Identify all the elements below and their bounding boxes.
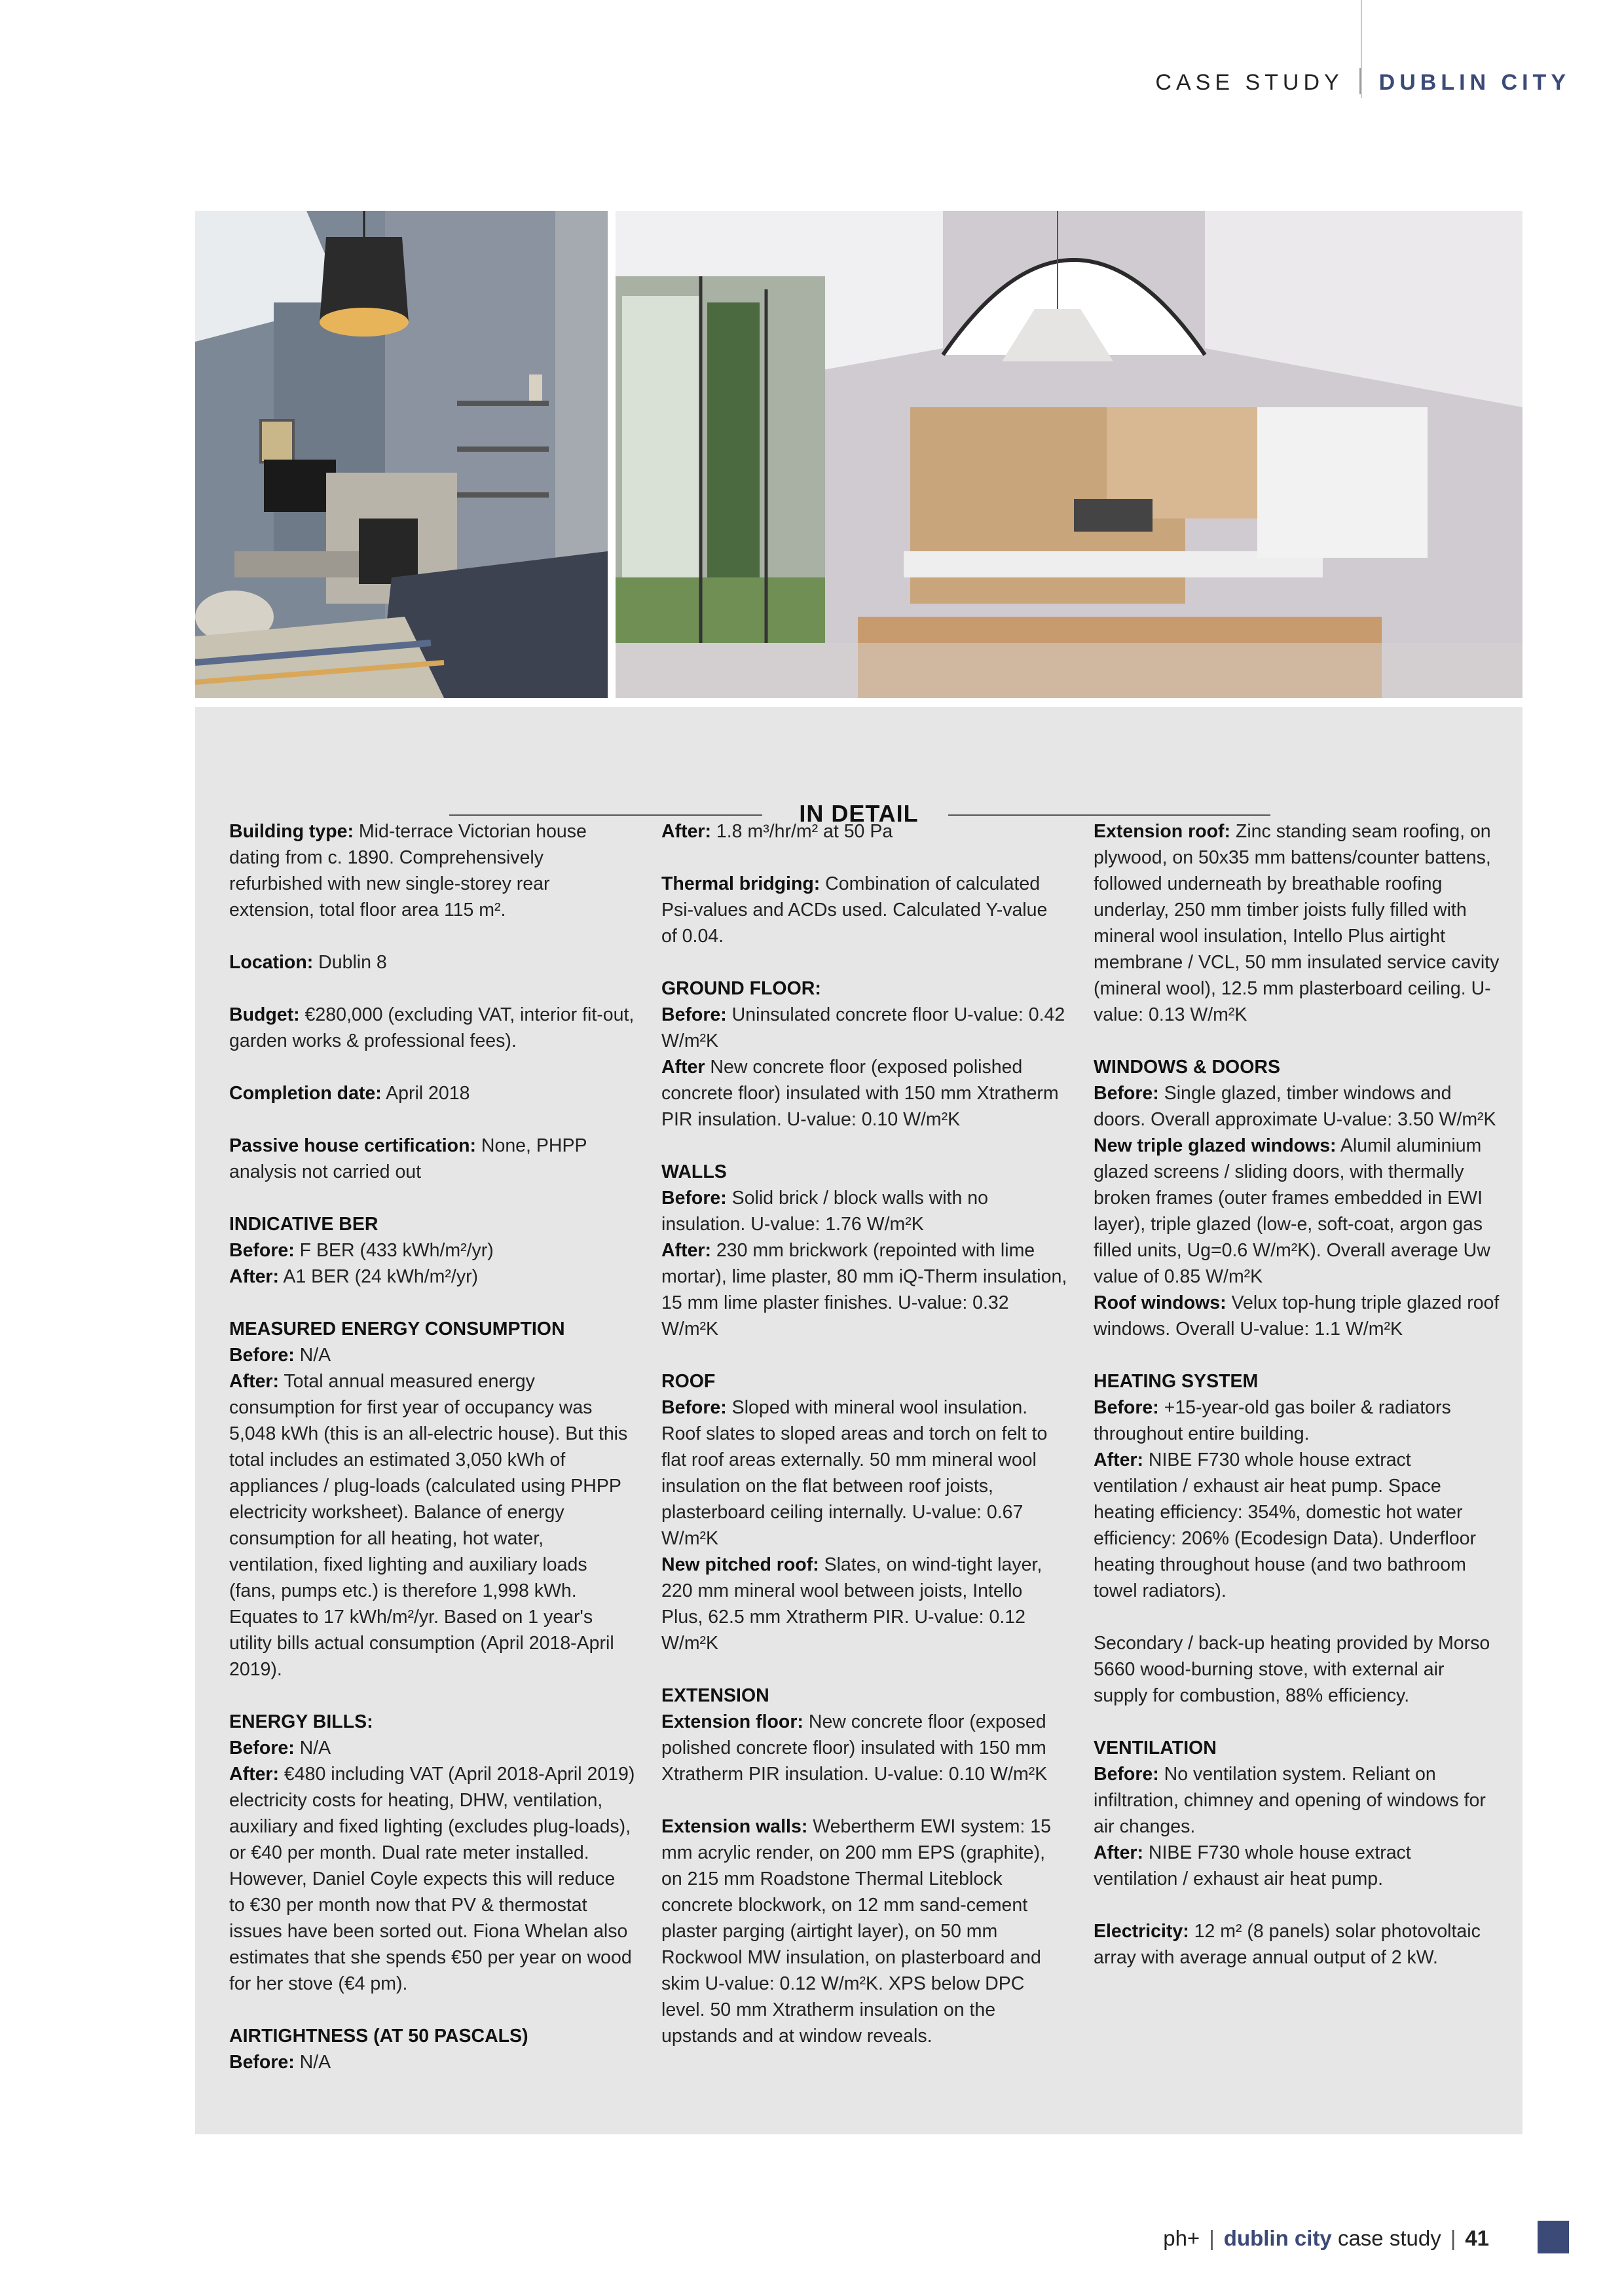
detail-entry-text: Zinc standing seam roofing, on plywood, on 50x35 mm battens/counter battens, followed underneath by breathable roofing underlay, 250 mm timber joists fully filled with mineral wool insulation, Intello Plus airtight membrane / VCL, 50 mm insulated service cavity (mineral wool), 12.5 mm plasterboard ceiling. U-value: 0.13 W/m²K <box>1094 821 1500 1025</box>
detail-entry-text: Alumil aluminium glazed screens / sliding doors, with thermally broken frames (outer frames embedded in EWI layer), triple glazed (low-e, soft-coat, argon gas filled units, Ug=0.6 W/m²K). Overall average Uw value of 0.85 W/m²K <box>1094 1135 1490 1287</box>
detail-entry-label: Electricity: <box>1094 1921 1189 1942</box>
paragraph-gap <box>229 1290 635 1316</box>
detail-entry <box>661 975 1067 1002</box>
detail-entry-label: Building type: <box>229 821 354 842</box>
detail-entry-text: +15-year-old gas boiler & radiators throughout entire building. <box>1094 1397 1451 1444</box>
detail-entry-text: N/A <box>294 1345 331 1366</box>
detail-entry <box>1094 1761 1500 1840</box>
detail-entry-text: Single glazed, timber windows and doors. Overall approximate U-value: 3.50 W/m²K <box>1094 1083 1496 1130</box>
detail-entry-text: A1 BER (24 kWh/m²/yr) <box>279 1266 479 1287</box>
detail-entry-label: VENTILATION <box>1094 1738 1217 1758</box>
detail-entry <box>1094 1054 1500 1080</box>
detail-entry <box>661 818 1067 845</box>
detail-entry <box>229 1368 635 1683</box>
detail-entry <box>229 2049 635 2075</box>
detail-entry <box>229 1735 635 1761</box>
paragraph-gap <box>1094 1342 1500 1368</box>
detail-entry <box>229 1080 635 1106</box>
detail-entry-label: After: <box>229 1764 279 1785</box>
detail-entry-text: Solid brick / block walls with no insulation. U-value: 1.76 W/m²K <box>661 1188 988 1235</box>
detail-entry <box>661 1054 1067 1133</box>
header-location: DUBLIN CITY <box>1378 70 1570 95</box>
detail-entry-label: WINDOWS & DOORS <box>1094 1057 1280 1078</box>
detail-entry-label: After: <box>661 821 711 842</box>
detail-entry-label: Before: <box>1094 1397 1159 1418</box>
detail-entry-text: NIBE F730 whole house extract ventilation / exhaust air heat pump. <box>1094 1842 1411 1889</box>
detail-entry-label: Thermal bridging: <box>661 873 821 894</box>
detail-entry-label: WALLS <box>661 1161 727 1182</box>
detail-entry-label: After: <box>661 1240 711 1261</box>
detail-column-3 <box>1094 818 1500 1971</box>
detail-entry-label: After: <box>229 1371 279 1392</box>
detail-entry-label: Before: <box>229 1240 295 1261</box>
detail-entry <box>661 1185 1067 1237</box>
detail-entry <box>661 1683 1067 1709</box>
detail-entry-text: N/A <box>294 2052 331 2073</box>
detail-entry-text: 230 mm brickwork (repointed with lime mortar), lime plaster, 80 mm iQ-Therm insulation, 15 mm lime plaster finishes. U-value: 0.32 W/m²K <box>661 1240 1067 1339</box>
detail-entry <box>1094 1735 1500 1761</box>
detail-entry <box>229 1211 635 1237</box>
detail-entry-text: 12 m² (8 panels) solar photovoltaic array with average annual output of 2 kW. <box>1094 1921 1481 1968</box>
detail-entry <box>229 1264 635 1290</box>
detail-entry-label: New triple glazed windows: <box>1094 1135 1337 1156</box>
kitchen-extension-photo <box>616 211 1522 698</box>
paragraph-gap <box>229 975 635 1002</box>
detail-entry-text: €480 including VAT (April 2018-April 2019) electricity costs for heating, DHW, ventilation, auxiliary and fixed lighting (excludes plug-loads), or €40 per month. Dual rate meter installed. However, Daniel Coyle expects this will reduce to €30 per month now that PV & thermostat issues have been sorted out. Fiona Whelan also estimates that she spends €50 per year on wood for her stove (€4 pm). <box>229 1764 635 1994</box>
detail-entry <box>1094 1840 1500 1892</box>
detail-entry-label: Location: <box>229 952 314 973</box>
paragraph-gap <box>229 1106 635 1133</box>
detail-entry-text: Secondary / back-up heating provided by Morso 5660 wood-burning stove, with external air supply for combustion, 88% efficiency. <box>1094 1633 1490 1706</box>
footer-brand: ph+ <box>1163 2226 1200 2250</box>
detail-entry-label: After: <box>229 1266 279 1287</box>
detail-entry <box>229 2023 635 2049</box>
detail-entry <box>229 818 635 923</box>
detail-entry-label: Before: <box>229 1738 295 1758</box>
paragraph-gap <box>1094 1028 1500 1054</box>
footer-separator: | <box>1450 2226 1456 2250</box>
detail-entry-text: Mid-terrace Victorian house dating from c. 1890. Comprehensively refurbished with new single-storey rear extension, total floor area 115 m². <box>229 821 587 920</box>
paragraph-gap <box>661 1133 1067 1159</box>
detail-column-1 <box>229 818 635 2075</box>
detail-entry-text: No ventilation system. Reliant on infiltration, chimney and opening of windows for air changes. <box>1094 1764 1486 1837</box>
paragraph-gap <box>661 1656 1067 1683</box>
detail-entry <box>229 1237 635 1264</box>
detail-entry-label: EXTENSION <box>661 1685 769 1706</box>
detail-entry-label: Passive house certification: <box>229 1135 476 1156</box>
detail-entry <box>661 1813 1067 2049</box>
detail-entry <box>1094 1290 1500 1342</box>
detail-entry-label: After: <box>1094 1842 1143 1863</box>
detail-entry <box>1094 1368 1500 1394</box>
detail-entry-label: AIRTIGHTNESS (AT 50 PASCALS) <box>229 2026 528 2047</box>
page-number: 41 <box>1465 2226 1489 2250</box>
detail-entry-label: Before: <box>661 1188 727 1209</box>
paragraph-gap <box>1094 1892 1500 1918</box>
paragraph-gap <box>229 1997 635 2023</box>
detail-entry-label: Before: <box>1094 1083 1159 1104</box>
paragraph-gap <box>229 1185 635 1211</box>
detail-entry-label: New pitched roof: <box>661 1554 819 1575</box>
paragraph-gap <box>229 923 635 949</box>
detail-entry-text: New concrete floor (exposed polished concrete floor) insulated with 150 mm Xtratherm PIR insulation. U-value: 0.10 W/m²K <box>661 1711 1048 1785</box>
detail-entry <box>229 949 635 975</box>
detail-entry-text: April 2018 <box>381 1083 470 1104</box>
detail-entry-label: Extension roof: <box>1094 821 1231 842</box>
detail-entry-label: Before: <box>661 1397 727 1418</box>
detail-entry-label: Extension floor: <box>661 1711 803 1732</box>
detail-entry <box>661 1709 1067 1787</box>
detail-entry-label: After <box>661 1057 705 1078</box>
page-footer <box>1163 2226 1489 2251</box>
detail-entry-text: 1.8 m³/hr/m² at 50 Pa <box>711 821 893 842</box>
detail-entry <box>661 1394 1067 1552</box>
heading-rule-right <box>948 814 1270 816</box>
paragraph-gap <box>661 845 1067 871</box>
detail-entry <box>661 1368 1067 1394</box>
footer-suffix: case study <box>1331 2226 1441 2250</box>
detail-entry <box>661 1552 1067 1656</box>
detail-entry-label: Before: <box>229 2052 295 2073</box>
footer-accent-box <box>1538 2221 1569 2253</box>
footer-separator: | <box>1209 2226 1215 2250</box>
detail-entry <box>1094 818 1500 1028</box>
detail-entry <box>229 1133 635 1185</box>
detail-entry <box>661 871 1067 949</box>
detail-entry-label: INDICATIVE BER <box>229 1214 378 1235</box>
detail-entry-text: N/A <box>294 1738 331 1758</box>
detail-entry <box>1094 1918 1500 1971</box>
detail-entry-label: Extension walls: <box>661 1816 808 1837</box>
detail-entry-text: Dublin 8 <box>313 952 387 973</box>
detail-column-2 <box>661 818 1067 2049</box>
detail-entry-label: Roof windows: <box>1094 1292 1227 1313</box>
page-header <box>1155 68 1570 96</box>
detail-entry-label: ENERGY BILLS: <box>229 1711 373 1732</box>
detail-entry <box>1094 1133 1500 1290</box>
detail-entry <box>229 1761 635 1997</box>
detail-entry-label: Before: <box>1094 1764 1159 1785</box>
detail-entry <box>1094 1394 1500 1447</box>
paragraph-gap <box>661 1787 1067 1813</box>
detail-entry-text: None, PHPP analysis not carried out <box>229 1135 587 1182</box>
detail-entry <box>229 1002 635 1054</box>
living-room-photo <box>195 211 608 698</box>
detail-entry-text: Slates, on wind-tight layer, 220 mm mineral wool between joists, Intello Plus, 62.5 mm Xtratherm PIR. U-value: 0.12 W/m²K <box>661 1554 1043 1654</box>
detail-entry-text: New concrete floor (exposed polished concrete floor) insulated with 150 mm Xtratherm PIR insulation. U-value: 0.10 W/m²K <box>661 1057 1059 1130</box>
detail-entry <box>661 1237 1067 1342</box>
detail-entry-text: €280,000 (excluding VAT, interior fit-out, garden works & professional fees). <box>229 1004 635 1051</box>
detail-entry-label: Budget: <box>229 1004 300 1025</box>
detail-entry <box>1094 1630 1500 1709</box>
paragraph-gap <box>1094 1604 1500 1630</box>
detail-entry-label: HEATING SYSTEM <box>1094 1371 1259 1392</box>
detail-entry-label: ROOF <box>661 1371 716 1392</box>
detail-entry-text: Total annual measured energy consumption for first year of occupancy was 5,048 kWh (this is an all-electric house). But this total includes an estimated 3,050 kWh of appliances / plug-loads (calculated using PHPP electricity worksheet). Balance of energy consumption for all heating, hot water, ventilation, fixed lighting and auxiliary loads (fans, pumps etc.) is therefore 1,998 kWh. Equates to 17 kWh/m²/yr. Based on 1 year's utility bills actual consumption (April 2018-April 2019). <box>229 1371 628 1680</box>
detail-entry-label: Before: <box>661 1004 727 1025</box>
detail-entry-text: F BER (433 kWh/m²/yr) <box>294 1240 494 1261</box>
detail-entry <box>661 1002 1067 1054</box>
in-detail-title: IN DETAIL <box>799 800 919 827</box>
header-section: CASE STUDY <box>1155 70 1344 95</box>
detail-entry-label: Before: <box>229 1345 295 1366</box>
detail-entry-text: Sloped with mineral wool insulation. Roof slates to sloped areas and torch on felt to flat roof areas externally. 50 mm mineral wool insulation on the flat between roof joists, plasterboard ceiling internally. U-value: 0.67 W/m²K <box>661 1397 1048 1549</box>
detail-entry-text: Uninsulated concrete floor U-value: 0.42 W/m²K <box>661 1004 1065 1051</box>
detail-entry <box>229 1709 635 1735</box>
in-detail-panel <box>195 707 1522 2134</box>
detail-entry <box>1094 1447 1500 1604</box>
paragraph-gap <box>229 1054 635 1080</box>
detail-entry-text: NIBE F730 whole house extract ventilation / exhaust air heat pump. Space heating efficiency: 354%, domestic hot water efficiency: 206% (Ecodesign Data). Underfloor heating throughout house (and two bathroom towel radiators). <box>1094 1449 1477 1601</box>
detail-entry-label: MEASURED ENERGY CONSUMPTION <box>229 1319 565 1339</box>
paragraph-gap <box>1094 1709 1500 1735</box>
in-detail-heading-group <box>195 754 1522 827</box>
paragraph-gap <box>661 949 1067 975</box>
detail-entry <box>229 1316 635 1342</box>
detail-entry <box>661 1159 1067 1185</box>
header-separator <box>1359 68 1361 94</box>
detail-entry-text: Velux top-hung triple glazed roof windows. Overall U-value: 1.1 W/m²K <box>1094 1292 1500 1339</box>
detail-entry-label: After: <box>1094 1449 1143 1470</box>
footer-city: dublin city <box>1223 2226 1332 2250</box>
detail-entry-text: Combination of calculated Psi-values and ACDs used. Calculated Y-value of 0.04. <box>661 873 1048 947</box>
paragraph-gap <box>229 1683 635 1709</box>
detail-entry <box>229 1342 635 1368</box>
paragraph-gap <box>661 1342 1067 1368</box>
detail-entry <box>1094 1080 1500 1133</box>
detail-entry-label: Completion date: <box>229 1083 382 1104</box>
detail-entry-label: GROUND FLOOR: <box>661 978 821 999</box>
detail-entry-text: Webertherm EWI system: 15 mm acrylic render, on 200 mm EPS (graphite), on 215 mm Roadstone Thermal Liteblock concrete blockwork, on 12 mm sand-cement plaster parging (airtight layer), on 50 mm Rockwool MW insulation, on plasterboard and skim U-value: 0.12 W/m²K. XPS below DPC level. 50 mm Xtratherm insulation on the upstands and at window reveals. <box>661 1816 1051 2047</box>
